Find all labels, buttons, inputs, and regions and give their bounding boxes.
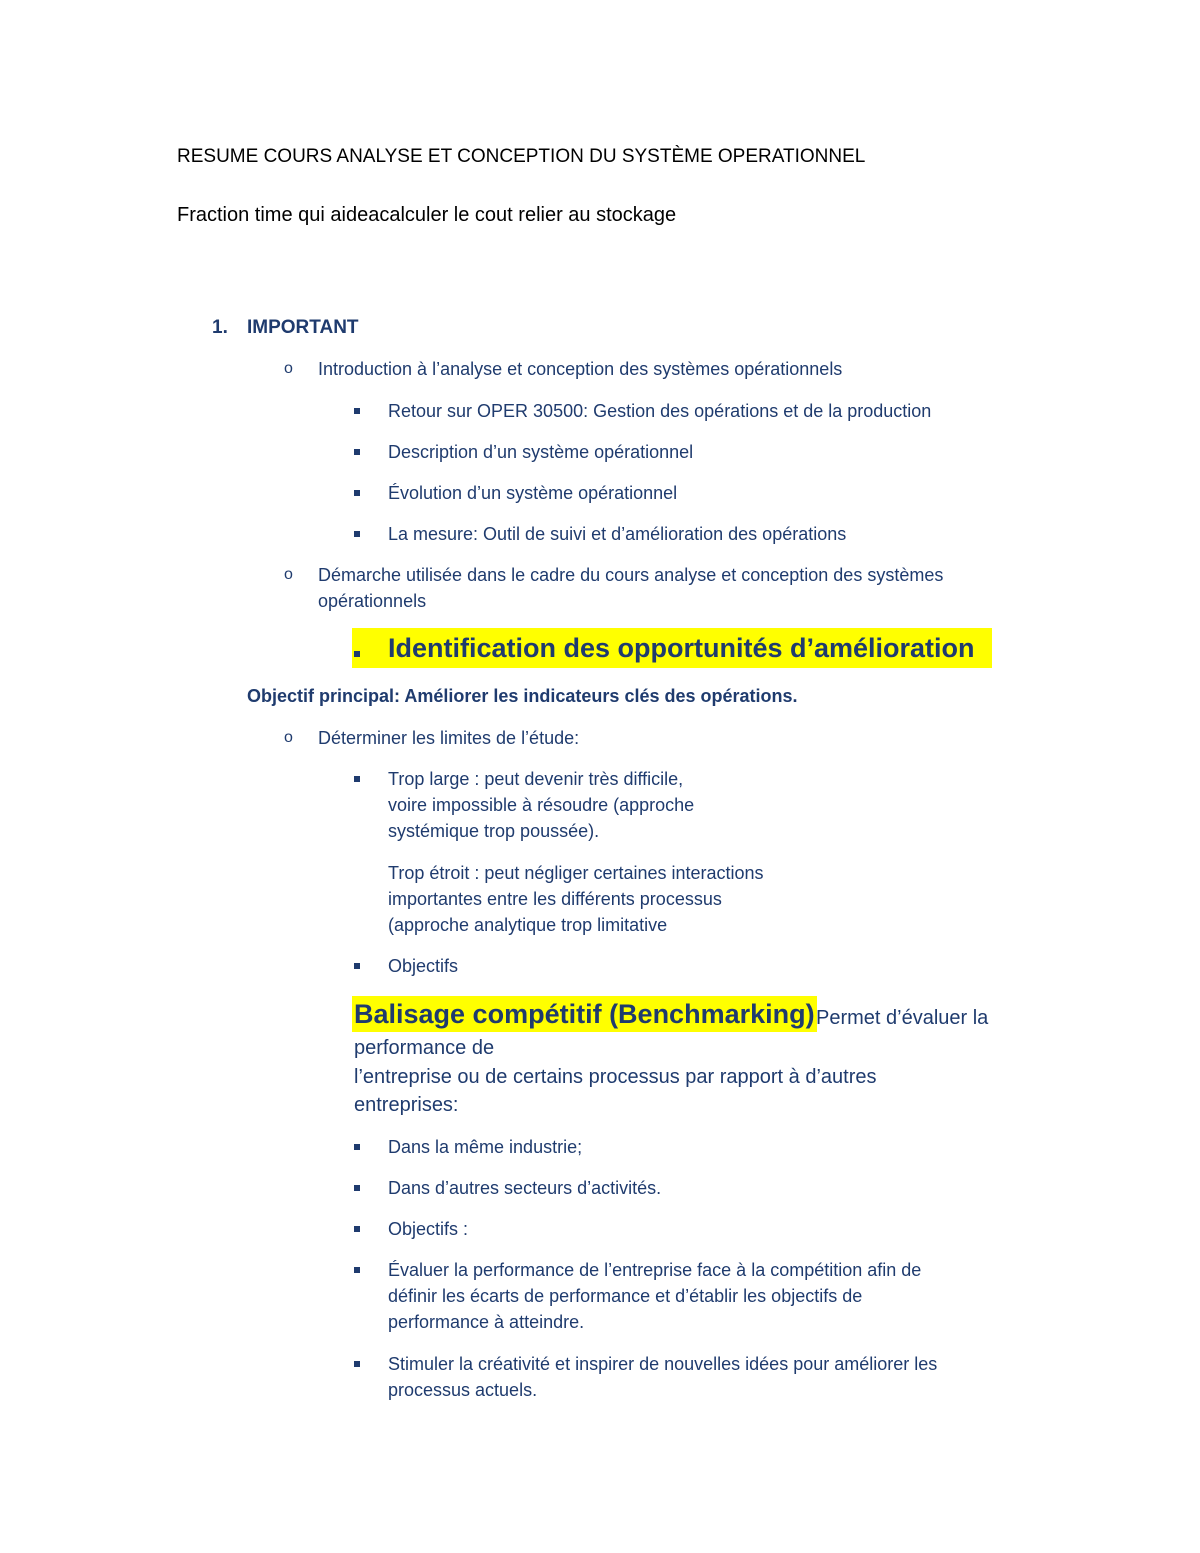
section-number: 1. — [212, 317, 228, 338]
bullet-square — [354, 651, 360, 657]
demarche-line-1: Démarche utilisée dans le cadre du cours analyse et conception des systèmes — [318, 565, 944, 585]
trop-etroit-line: (approche analytique trop limitative — [388, 915, 668, 935]
intro-heading: Introduction à l’analyse et conception des systèmes opérationnels — [318, 359, 843, 379]
determiner-heading: Déterminer les limites de l’étude: — [318, 728, 580, 748]
balisage-text: Permet d’évaluer la — [816, 1007, 989, 1029]
bullet-square — [354, 449, 360, 455]
objectif-principal: Objectif principal: Améliorer les indicateurs clés des opérations. — [247, 686, 798, 706]
list-item: La mesure: Outil de suivi et d’amélioration des opérations — [388, 524, 847, 544]
balisage-text: performance de — [354, 1037, 495, 1059]
objectifs-item: Objectifs — [388, 956, 459, 976]
bullet-square — [354, 776, 360, 782]
bullet-square — [354, 1144, 360, 1150]
list-item: Description d’un système opérationnel — [388, 442, 694, 462]
section-title: IMPORTANT — [247, 317, 359, 338]
document-title: RESUME COURS ANALYSE ET CONCEPTION DU SYSTÈME OPERATIONNEL — [177, 146, 866, 167]
trop-large-line: systémique trop poussée). — [388, 821, 600, 841]
bullet-square — [354, 1226, 360, 1232]
balisage-title: Balisage compétitif (Benchmarking) — [352, 996, 817, 1032]
trop-etroit-line: importantes entre les différents processus — [388, 889, 722, 909]
bullet-square — [354, 1267, 360, 1273]
balisage-text: entreprises: — [354, 1094, 459, 1116]
bullet-square — [354, 1361, 360, 1367]
trop-large-line: voire impossible à résoudre (approche — [388, 795, 695, 815]
bullet-circle: o — [284, 566, 293, 583]
evaluer-line: Évaluer la performance de l’entreprise face à la compétition afin de — [388, 1260, 922, 1280]
bullet-square — [354, 1185, 360, 1191]
balisage-text: l’entreprise ou de certains processus par rapport à d’autres — [354, 1066, 877, 1088]
evaluer-line: définir les écarts de performance et d’établir les objectifs de — [388, 1286, 863, 1306]
identification-heading: Identification des opportunités d’amélioration — [388, 633, 975, 663]
stimuler-line: Stimuler la créativité et inspirer de nouvelles idées pour améliorer les — [388, 1354, 938, 1374]
bullet-square — [354, 531, 360, 537]
bullet-square — [354, 963, 360, 969]
trop-large-line: Trop large : peut devenir très difficile, — [388, 769, 684, 789]
demarche-line-2: opérationnels — [318, 591, 427, 611]
trop-etroit-line: Trop étroit : peut négliger certaines interactions — [388, 863, 764, 883]
bullet-circle: o — [284, 360, 293, 377]
bullet-square — [354, 408, 360, 414]
bullet-circle: o — [284, 729, 293, 746]
bullet-square — [354, 490, 360, 496]
stimuler-line: processus actuels. — [388, 1380, 538, 1400]
list-item: Retour sur OPER 30500: Gestion des opérations et de la production — [388, 401, 932, 421]
evaluer-line: performance à atteindre. — [388, 1312, 585, 1332]
list-item: Évolution d’un système opérationnel — [388, 483, 678, 503]
bench-item: Dans la même industrie; — [388, 1137, 583, 1157]
bench-item: Dans d’autres secteurs d’activités. — [388, 1178, 662, 1198]
document-subtitle: Fraction time qui aideacalculer le cout relier au stockage — [177, 204, 677, 226]
bench-item: Objectifs : — [388, 1219, 469, 1239]
